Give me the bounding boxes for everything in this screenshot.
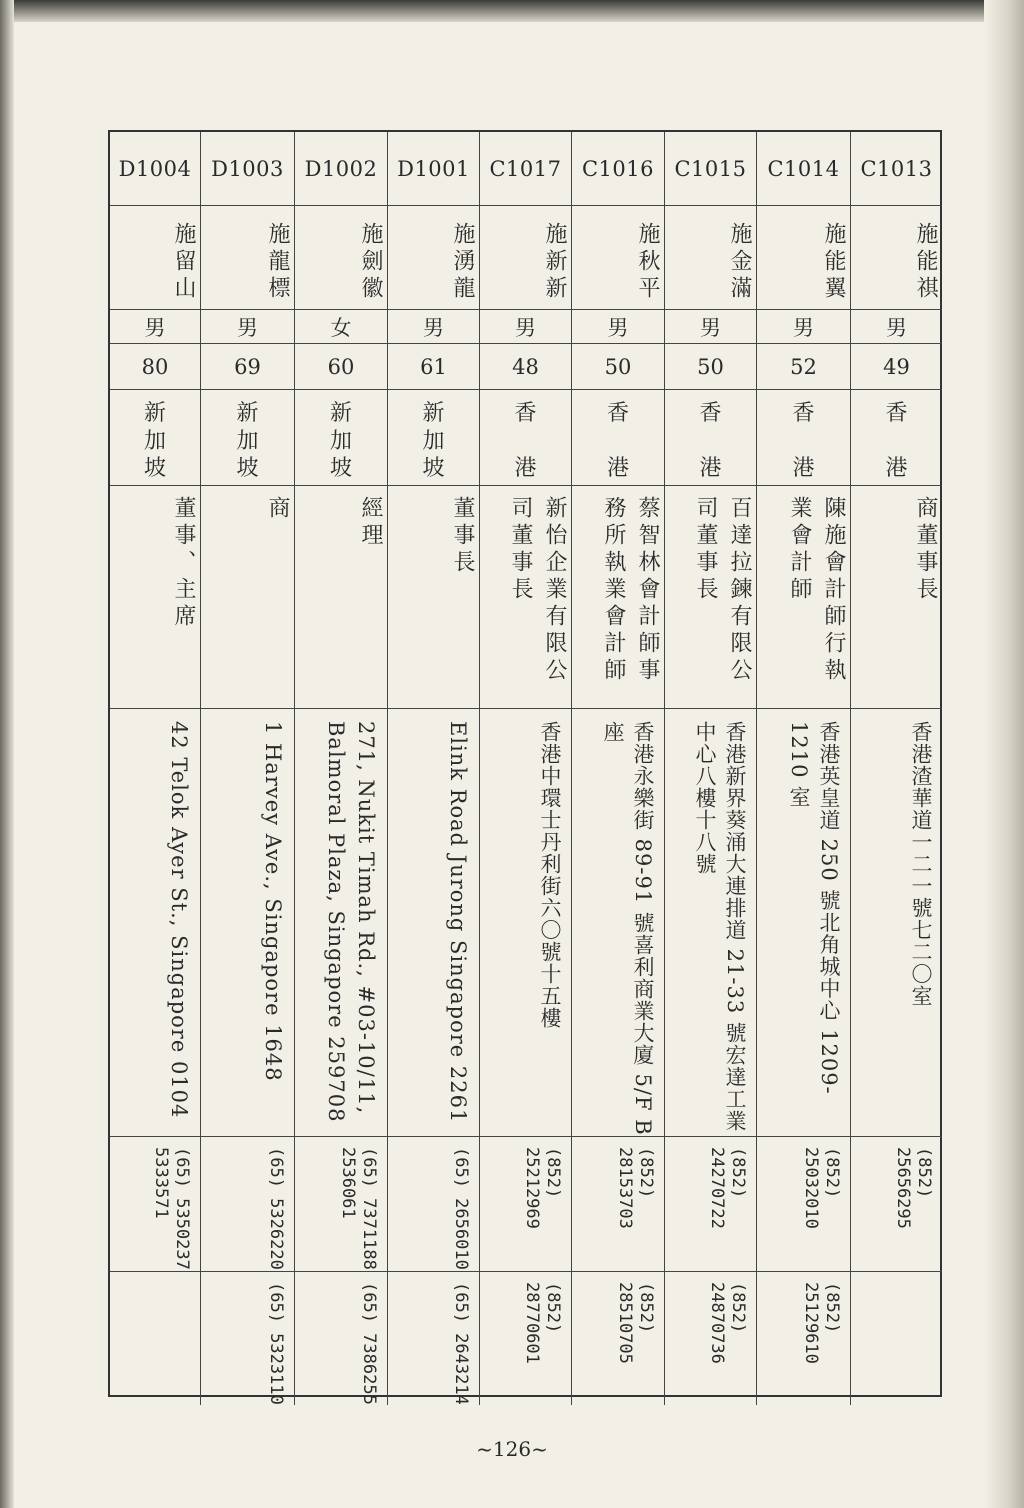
name-cell: 施金滿 xyxy=(665,206,757,310)
phone-cell: (65) 7371188 2536061 xyxy=(295,1137,388,1272)
title-text: 商 xyxy=(265,496,290,523)
region-char: 坡 xyxy=(422,456,445,482)
code-cell: D1004 xyxy=(110,132,201,206)
title-text: 蔡智林會計師事務所執業會計師 xyxy=(601,496,660,685)
title-cell xyxy=(295,486,388,709)
gender-cell: 男 xyxy=(572,310,665,344)
age-cell: 49 xyxy=(851,344,942,390)
region-char: 加 xyxy=(329,428,352,454)
gender-cell: 男 xyxy=(388,310,480,344)
region-cell xyxy=(665,390,757,486)
region-char: 加 xyxy=(422,428,445,454)
name-cell: 施能祺 xyxy=(851,206,942,310)
title-text: 董事長 xyxy=(450,496,475,577)
address-cell: 香港渣華道一二一號七二〇室 xyxy=(851,709,942,1137)
phone-cell: (852) 25212969 xyxy=(480,1137,572,1272)
title-cell xyxy=(757,486,851,709)
name-cell: 施留山 xyxy=(110,206,201,310)
title-cell xyxy=(572,486,665,709)
region-char: 新 xyxy=(329,401,352,426)
member-table xyxy=(108,130,942,1405)
region-cell xyxy=(851,390,942,486)
gender-cell: 男 xyxy=(110,310,201,344)
region-cell xyxy=(110,390,201,486)
code-cell: C1017 xyxy=(480,132,572,206)
title-text: 陳施會計師行執業會計師 xyxy=(787,496,846,685)
region-char: 港 xyxy=(514,455,537,481)
gender-cell: 男 xyxy=(201,310,295,344)
fax-cell: (852) 25129610 xyxy=(757,1272,851,1405)
region-char: 坡 xyxy=(143,456,166,482)
page-edge-left xyxy=(0,0,14,1508)
age-cell: 69 xyxy=(201,344,295,390)
region-cell xyxy=(201,390,295,486)
fax-cell xyxy=(851,1272,942,1405)
address-cell: 香港英皇道 250 號北角城中心 1209-1210 室 xyxy=(757,709,851,1137)
page-edge-right xyxy=(984,0,1024,1508)
region-char: 香 xyxy=(699,401,722,426)
age-cell: 80 xyxy=(110,344,201,390)
region-char: 坡 xyxy=(236,456,259,482)
name-cell: 施湧龍 xyxy=(388,206,480,310)
region-char: 新 xyxy=(422,401,445,426)
gender-cell: 男 xyxy=(480,310,572,344)
region-char: 港 xyxy=(885,455,908,481)
name-cell: 施新新 xyxy=(480,206,572,310)
age-cell: 60 xyxy=(295,344,388,390)
address-cell: 香港永樂街 89-91 號喜利商業大廈 5/F B 座 xyxy=(572,709,665,1137)
fax-cell: (65) 5323110 xyxy=(201,1272,295,1405)
name-cell: 施龍標 xyxy=(201,206,295,310)
age-cell: 48 xyxy=(480,344,572,390)
name-cell: 施劍徽 xyxy=(295,206,388,310)
region-cell xyxy=(572,390,665,486)
address-cell: 1 Harvey Ave., Singapore 1648 xyxy=(201,709,295,1137)
region-char: 港 xyxy=(792,455,815,481)
age-cell: 52 xyxy=(757,344,851,390)
region-char: 香 xyxy=(606,401,629,426)
code-cell: D1001 xyxy=(388,132,480,206)
region-char: 港 xyxy=(606,455,629,481)
address-cell: 香港新界葵涌大連排道 21-33 號宏達工業中心八樓十八號 xyxy=(665,709,757,1137)
code-cell: C1016 xyxy=(572,132,665,206)
region-char: 坡 xyxy=(329,456,352,482)
region-char: 香 xyxy=(885,401,908,426)
region-char: 加 xyxy=(236,428,259,454)
title-cell xyxy=(110,486,201,709)
phone-cell: (65) 5326220 xyxy=(201,1137,295,1272)
code-cell: D1002 xyxy=(295,132,388,206)
address-cell: 271, Nukit Timah Rd., #03-10/11, Balmoral Plaza, Singapore 259708 xyxy=(295,709,388,1137)
phone-cell: (852) 28153703 xyxy=(572,1137,665,1272)
title-text: 商董事長 xyxy=(913,496,938,604)
fax-cell: (65) 7386255 xyxy=(295,1272,388,1405)
fax-cell: (852) 28510705 xyxy=(572,1272,665,1405)
age-cell: 61 xyxy=(388,344,480,390)
phone-cell: (852) 25656295 xyxy=(851,1137,942,1272)
phone-cell: (852) 25032010 xyxy=(757,1137,851,1272)
fax-cell xyxy=(110,1272,201,1405)
title-text: 董事、主席 xyxy=(171,496,196,631)
region-char: 香 xyxy=(514,401,537,426)
code-cell: C1013 xyxy=(851,132,942,206)
title-cell xyxy=(665,486,757,709)
region-cell xyxy=(480,390,572,486)
title-text: 百達拉鍊有限公司董事長 xyxy=(693,496,752,685)
fax-cell: (852) 28770601 xyxy=(480,1272,572,1405)
region-cell xyxy=(757,390,851,486)
region-cell xyxy=(295,390,388,486)
title-cell xyxy=(851,486,942,709)
member-table-grid xyxy=(110,132,940,1405)
name-cell: 施秋平 xyxy=(572,206,665,310)
gender-cell: 男 xyxy=(851,310,942,344)
title-cell xyxy=(480,486,572,709)
phone-cell: (852) 24270722 xyxy=(665,1137,757,1272)
gender-cell: 男 xyxy=(665,310,757,344)
fax-cell: (65) 2643214 xyxy=(388,1272,480,1405)
gender-cell: 女 xyxy=(295,310,388,344)
code-cell: C1014 xyxy=(757,132,851,206)
page-edge-top xyxy=(0,0,1024,22)
page-number: ~126~ xyxy=(476,1437,548,1461)
code-cell: D1003 xyxy=(201,132,295,206)
region-cell xyxy=(388,390,480,486)
code-cell: C1015 xyxy=(665,132,757,206)
address-cell: Elink Road Jurong Singapore 2261 xyxy=(388,709,480,1137)
title-text: 新怡企業有限公司董事長 xyxy=(508,496,567,685)
address-cell: 42 Telok Ayer St., Singapore 0104 xyxy=(110,709,201,1137)
region-char: 新 xyxy=(143,401,166,426)
region-char: 港 xyxy=(699,455,722,481)
region-char: 香 xyxy=(792,401,815,426)
phone-cell: (65) 2656010 xyxy=(388,1137,480,1272)
age-cell: 50 xyxy=(665,344,757,390)
region-char: 加 xyxy=(143,428,166,454)
fax-cell: (852) 24870736 xyxy=(665,1272,757,1405)
title-cell xyxy=(201,486,295,709)
title-cell xyxy=(388,486,480,709)
age-cell: 50 xyxy=(572,344,665,390)
region-char: 新 xyxy=(236,401,259,426)
phone-cell: (65) 5350237 5333571 xyxy=(110,1137,201,1272)
address-cell: 香港中環士丹利街六〇號十五樓 xyxy=(480,709,572,1137)
gender-cell: 男 xyxy=(757,310,851,344)
name-cell: 施能翼 xyxy=(757,206,851,310)
title-text: 經理 xyxy=(358,496,383,550)
